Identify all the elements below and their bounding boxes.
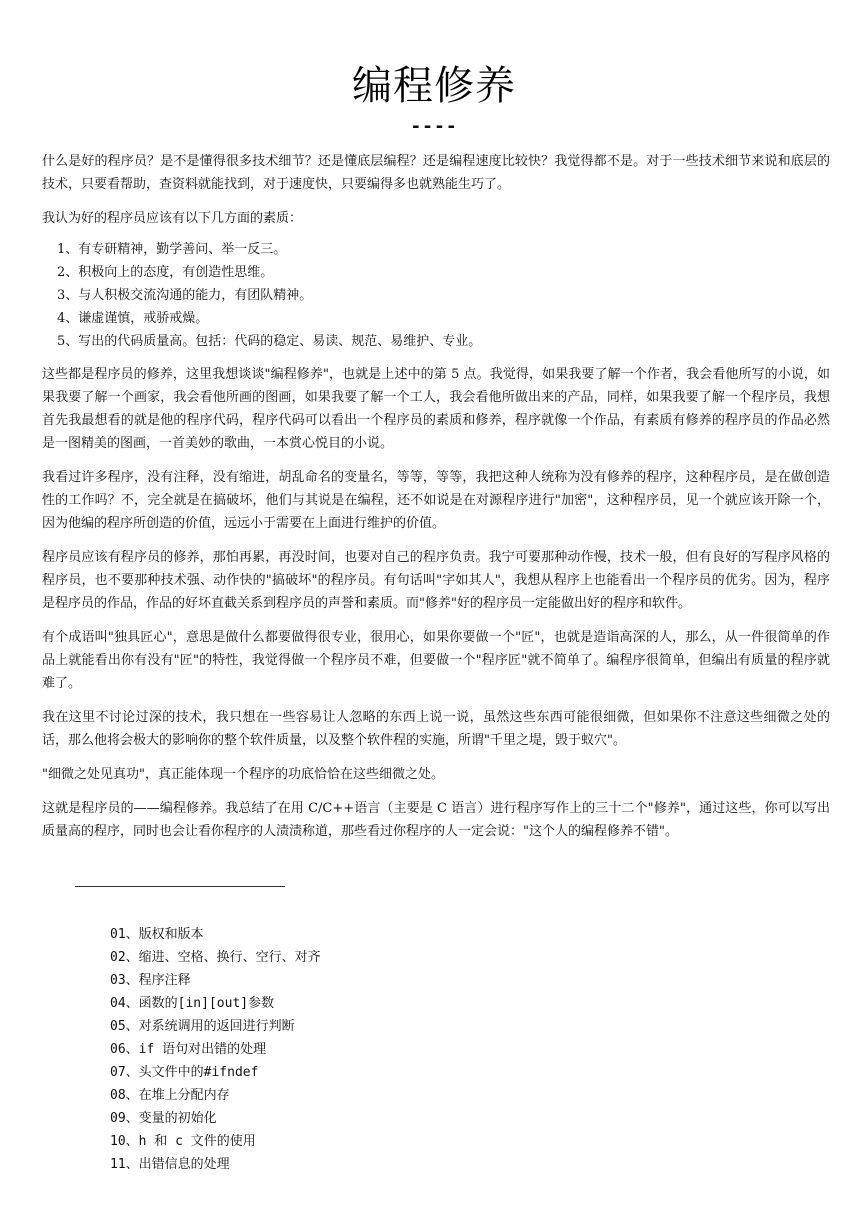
body-paragraph: "细微之处见真功"，真正能体现一个程序的功底恰恰在这些细微之处。 <box>42 767 444 782</box>
quality-item: 3、与人积极交流沟通的能力，有团队精神。 <box>57 288 313 303</box>
body-paragraph: 这些都是程序员的修养，这里我想谈谈"编程修养"，也就是上述中的第 5 点。我觉得，如果我要了解一个作者，我会看他所写的小说，如果我要了解一个画家，我会看他所画的图画，如果我要了解一个工人，我会看他所做出来的产品，同样，如果我要了解一个程序员，我想首先我最想看的就是他的程序代码，程序代码可以看出一个程序员的素质和修养，程序就像一个作品，有素质有修养的程序员的作品必然是一图精美的图画，一首美妙的歌曲，一本赏心悦目的小说。 <box>42 367 830 451</box>
toc-item: 04、函数的[in][out]参数 <box>110 996 275 1011</box>
body-paragraph: 我在这里不讨论过深的技术，我只想在一些容易让人忽略的东西上说一说，虽然这些东西可能很细微，但如果你不注意这些细微之处的话，那么他将会极大的影响你的整个软件质量，以及整个软件程的实施，所谓"千里之堤，毁于蚁穴"。 <box>42 710 830 748</box>
toc-item: 11、出错信息的处理 <box>110 1157 230 1172</box>
toc-item: 07、头文件中的#ifndef <box>110 1065 259 1080</box>
document-title: 编程修养 <box>352 63 516 109</box>
toc-item: 06、if 语句对出错的处理 <box>110 1042 267 1057</box>
body-paragraph: 这就是程序员的——编程修养。我总结了在用 C/C++语言（主要是 C 语言）进行程序写作上的三十二个"修养"，通过这些，你可以写出质量高的程序，同时也会让看你程序的人渍渍称道，那些看过你程序的人一定会说："这个人的编程修养不错"。 <box>42 801 830 839</box>
toc-item: 03、程序注释 <box>110 973 191 988</box>
toc-item: 01、版权和版本 <box>110 927 204 942</box>
toc-item: 09、变量的初始化 <box>110 1111 217 1126</box>
intro-paragraph: 什么是好的程序员？是不是懂得很多技术细节？还是懂底层编程？还是编程速度比较快？我觉得都不是。对于一些技术细节来说和底层的技术，只要看帮助，查资料就能找到，对于速度快，只要编得多也就熟能生巧了。 <box>42 154 830 192</box>
quality-item: 2、积极向上的态度，有创造性思维。 <box>57 265 274 280</box>
title-divider: ---- <box>410 116 458 137</box>
quality-item: 5、写出的代码质量高。包括：代码的稳定、易读、规范、易维护、专业。 <box>57 334 482 349</box>
toc-item: 02、缩进、空格、换行、空行、对齐 <box>110 950 321 965</box>
qualities-list <box>57 238 830 353</box>
document-body <box>42 150 830 854</box>
qualities-intro: 我认为好的程序员应该有以下几方面的素质： <box>42 211 303 226</box>
section-rule <box>75 886 285 887</box>
body-paragraph: 我看过许多程序，没有注释，没有缩进，胡乱命名的变量名，等等，等等，我把这种人统称为没有修养的程序，这种程序员，是在做创造性的工作吗？不，完全就是在搞破坏，他们与其说是在编程，还不如说是在对源程序进行"加密"，这种程序员，见一个就应该开除一个，因为他编的程序所创造的价值，远远小于需要在上面进行维护的价值。 <box>42 470 830 531</box>
body-paragraph: 有个成语叫"独具匠心"，意思是做什么都要做得很专业，很用心，如果你要做一个"匠"，也就是造诣高深的人，那么，从一件很简单的作品上就能看出你有没有"匠"的特性，我觉得做一个程序员不难，但要做一个"程序匠"就不简单了。编程序很简单，但编出有质量的程序就难了。 <box>42 630 830 691</box>
table-of-contents <box>110 923 321 1176</box>
quality-item: 1、有专研精神，勤学善问、举一反三。 <box>57 242 287 257</box>
toc-item: 10、h 和 c 文件的使用 <box>110 1134 256 1149</box>
quality-item: 4、谦虚谨慎，戒骄戒燥。 <box>57 311 209 326</box>
toc-item: 05、对系统调用的返回进行判断 <box>110 1019 295 1034</box>
body-paragraph: 程序员应该有程序员的修养，那怕再累，再没时间，也要对自己的程序负责。我宁可要那种动作慢，技术一般，但有良好的写程序风格的程序员，也不要那种技术强、动作快的"搞破坏"的程序员。有句话叫"字如其人"，我想从程序上也能看出一个程序员的优劣。因为，程序是程序员的作品，作品的好坏直截关系到程序员的声誉和素质。而"修养"好的程序员一定能做出好的程序和软件。 <box>42 550 830 611</box>
toc-item: 08、在堆上分配内存 <box>110 1088 230 1103</box>
